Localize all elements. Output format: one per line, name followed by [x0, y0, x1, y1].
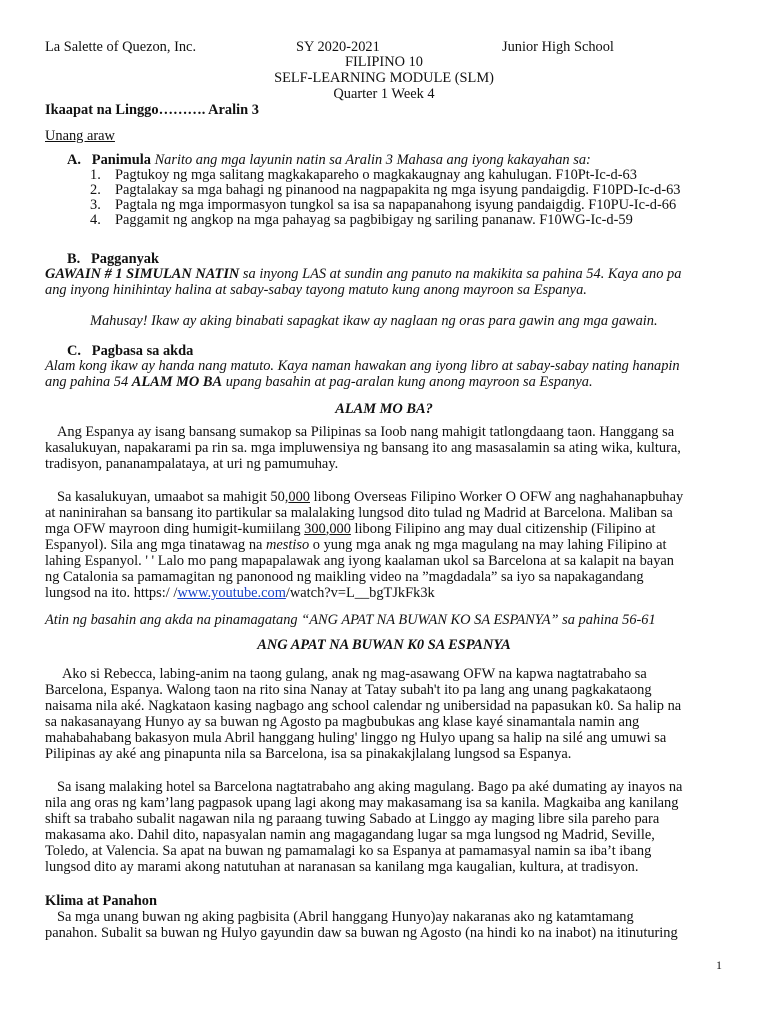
paragraph-line: Sa isang malaking hotel sa Barcelona nagtatrabaho ang aking magulang. Bago pa aké dumating ay inayos na	[57, 779, 683, 795]
klima-heading: Klima at Panahon	[45, 893, 157, 909]
paragraph-line: lungsod dito ay marami akong natutuhan at naranasan sa kanilang mga kaugalian, kultura, at tradisyon.	[45, 859, 639, 875]
section-a-heading	[67, 152, 747, 168]
text-run: 000	[329, 521, 351, 537]
paragraph-line	[45, 537, 725, 553]
quarter-title: Quarter 1 Week 4	[333, 86, 435, 102]
module-title: SELF-LEARNING MODULE (SLM)	[274, 70, 494, 86]
section-c-title: Pagbasa sa akda	[91, 343, 194, 359]
objective-text: Pagtala ng mga impormasyon tungkol sa isa sa napapanahong isyung pandaigdig. F10PU-Ic-d-66	[115, 197, 677, 213]
paragraph-line: at naninirahan sa bansang ito partikular sa malalaking lungsod dito tulad ng Madrid at Barcelona. Maliban sa	[45, 505, 673, 521]
paragraph-line: nila ang oras ng kam’lang pagpasok upang lagi akong may makasamang isa sa kanila. Magkaiba ang kanilang	[45, 795, 679, 811]
section-c-letter: C.	[67, 343, 81, 359]
section-c-line-1: Alam kong ikaw ay handa nang matuto. Kaya naman hawakan ang iyong libro at sabay-sabay nating hanapin	[45, 358, 680, 374]
text-run: libong Overseas Filipino Worker O OFW ang naghahanapbuhay	[310, 489, 684, 505]
paragraph-line	[45, 585, 725, 601]
paragraph-line: Sa mga unang buwan ng aking pagbisita (Abril hanggang Hunyo)ay nakaranas ako ng katamtamang	[57, 909, 634, 925]
text-run: 000	[288, 489, 310, 505]
school-level: Junior High School	[502, 39, 614, 55]
section-a-title: Panimula	[91, 152, 151, 168]
section-c-text: upang basahin at pag-aralan kung anong mayroon sa Espanya.	[222, 374, 593, 390]
youtube-link[interactable]: www.youtube.com	[177, 585, 286, 601]
objective-item	[90, 212, 633, 228]
paragraph-line: lahing Espanyol. ' ' Lalo mo pang mapapalawak ang iyong kaalaman ukol sa Barcelona at sa kalapit na bayan	[45, 553, 674, 569]
text-run: lungsod na ito. https:/ /	[45, 585, 178, 601]
lesson-heading: Ikaapat na Linggo………. Aralin 3	[45, 102, 259, 118]
section-a-letter: A.	[67, 152, 81, 168]
gawain-line-1	[45, 266, 725, 282]
objective-number: 2.	[90, 182, 101, 198]
praise-line: Mahusay! Ikaw ay aking binabati sapagkat ikaw ay naglaan ng oras para gawin ang mga gawain.	[90, 313, 658, 329]
paragraph-line	[45, 521, 725, 537]
story-title: ANG APAT NA BUWAN K0 SA ESPANYA	[257, 637, 511, 653]
read-instruction: Atin ng basahin ang akda na pinamagatang “ANG APAT NA BUWAN KO SA ESPANYA” sa pahina 56-61	[45, 612, 656, 628]
text-run: /watch?v=L__bgTJkFk3k	[285, 585, 435, 601]
paragraph-line: makasama ako. Dahil dito, napasyalan namin ang magagandang lugar sa mga lungsod ng Madrid, Seville,	[45, 827, 655, 843]
school-name: La Salette of Quezon, Inc.	[45, 39, 197, 55]
text-run: 300	[304, 521, 326, 537]
paragraph-line: mahabahabang bakasyon mula Abril hanggang huling' linggo ng Hulyo upang sa halip na silé ang umuwi sa	[45, 730, 667, 746]
section-b-title: Pagganyak	[91, 251, 159, 267]
paragraph-line: tradisyon, pananampalataya, at uri ng pamumuhay.	[45, 456, 339, 472]
objective-number: 1.	[90, 167, 101, 183]
gawain-line-2: ang inyong hinihintay halina at sabay-sabay tayong matuto kung anong mayroon sa Espanya.	[45, 282, 587, 298]
paragraph-line: naisama nila aké. Nagkataon kasing nagbago ang school calendar ng unibersidad na papasukan k0. Sa halip na	[45, 698, 682, 714]
paragraph-line: Ako si Rebecca, labing-anim na taong gulang, anak ng mag-asawang OFW na kapwa nagtatrabaho sa	[62, 666, 647, 682]
objective-number: 3.	[90, 197, 101, 213]
section-a-intro: Narito ang mga layunin natin sa Aralin 3 Mahasa ang iyong kakayahan sa:	[154, 152, 591, 168]
objective-text: Pagtalakay sa mga bahagi ng pinanood na nagpapakita ng mga isyung pandaigdig. F10PD-Ic-d-63	[115, 182, 681, 198]
objective-item	[90, 167, 637, 183]
paragraph-line: Barcelona, Espanya. Walong taon na rito sina Nanay at Tatay subah't ito pa lang ang unang pagkakataong	[45, 682, 652, 698]
paragraph-line	[57, 489, 737, 505]
subject-title: FILIPINO 10	[345, 54, 423, 70]
alam-mo-ba-ref: ALAM MO BA	[131, 374, 223, 390]
objective-text: Paggamit ng angkop na mga pahayag sa pagbibigay ng sariling pananaw. F10WG-Ic-d-59	[115, 212, 633, 228]
paragraph-line: Ang Espanya ay isang bansang sumakop sa Pilipinas sa Ioob nang mahigit tatlongdaang taon. Hanggang sa	[57, 424, 675, 440]
objective-number: 4.	[90, 212, 101, 228]
day-heading: Unang araw	[45, 128, 115, 144]
section-c-text: ang pahina 54	[45, 374, 132, 390]
text-run: ,	[325, 521, 330, 537]
school-year: SY 2020-2021	[296, 39, 380, 55]
paragraph-line: kasalukuyan, napakarami pa rin sa. mga impluwensiya ng bansang ito ang masasalamin sa ating wika, kultura,	[45, 440, 681, 456]
paragraph-line: Pilipinas ay aké ang pinapunta nila sa Barcelona, isa sa pinakakjlalang lungsod sa Espanya.	[45, 746, 572, 762]
objective-text: Pagtukoy ng mga salitang magkakapareho o magkakaugnay ang kahulugan. F10Pt-Ic-d-63	[115, 167, 637, 183]
page-number: 1	[716, 958, 722, 972]
text-run: libong Filipino ang may dual citizenship (Filipino at	[350, 521, 656, 537]
paragraph-line: Toledo, at Valencia. Sa apat na buwan ng pamamalagi ko sa Espanya at pamamasyal namin sa iba’t ibang	[45, 843, 652, 859]
paragraph-line: panahon. Subalit sa buwan ng Hulyo gayundin daw sa buwan ng Agosto (na hindi ko na inabot) na itinuturing	[45, 925, 678, 941]
text-run: o yung mga anak ng mga magulang na may lahing Filipino at	[309, 537, 667, 553]
paragraph-line: ng Catalonia sa pamamagitan ng panonood ng maikling video na ”magdadala” sa iyo sa napakagandang	[45, 569, 644, 585]
paragraph-line: shift sa trabaho subalit nagawan nila ng paraang tuwing Sabado at Linggo ay maging libre sila pareho para	[45, 811, 660, 827]
gawain-label: GAWAIN # 1 SIMULAN NATIN	[45, 266, 240, 282]
section-c-line-2	[45, 374, 725, 390]
gawain-text: sa inyong LAS at sundin ang panuto na makikita sa pahina 54. Kaya ano pa	[239, 266, 682, 282]
text-run: mga OFW mayroon ding humigit-kumiilang	[45, 521, 305, 537]
section-b-heading	[67, 251, 747, 267]
section-c-heading	[67, 343, 747, 359]
text-run: Espanyol). Sila ang mga tinatawag na	[45, 537, 266, 553]
objective-item	[90, 182, 681, 198]
objective-item	[90, 197, 676, 213]
paragraph-line: sa nakasanayang Hunyo ay sa buwan ng Agosto pa magbubukas ang klase kayé sinamantala namin ang	[45, 714, 640, 730]
alam-heading: ALAM MO BA?	[335, 401, 433, 417]
text-run: Sa kasalukuyan, umaabot sa mahigit 50,	[57, 489, 289, 505]
section-b-letter: B.	[67, 251, 81, 267]
mestiso-term: mestiso	[266, 537, 310, 553]
